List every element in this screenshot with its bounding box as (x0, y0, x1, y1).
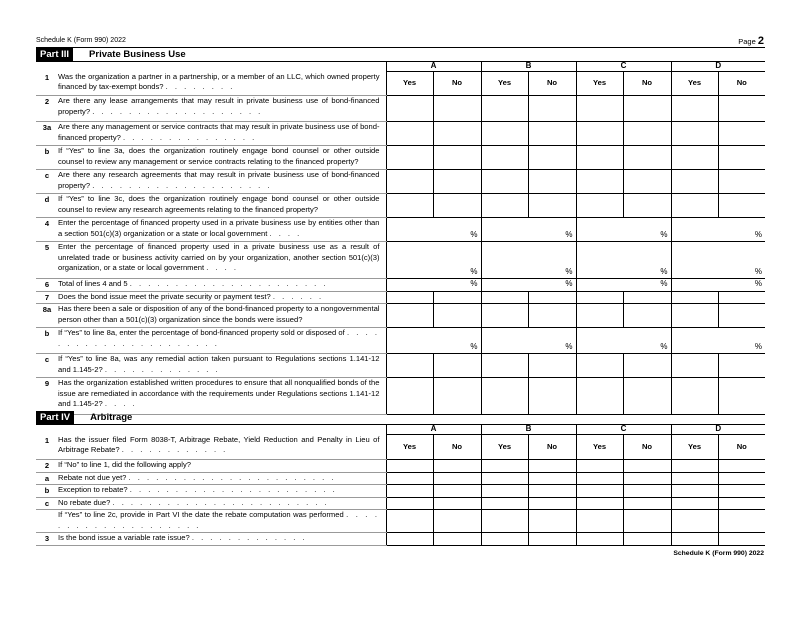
yes-box-a[interactable] (386, 291, 433, 304)
yes-box-b[interactable] (481, 378, 528, 415)
no-box-a[interactable] (433, 170, 481, 194)
part3-row-8b (36, 328, 765, 354)
no-box-b[interactable] (528, 354, 576, 378)
line-number: 7 (36, 291, 58, 304)
yes-box-d[interactable] (671, 122, 718, 146)
no-box-d[interactable] (718, 497, 765, 510)
col-c-header: C (576, 424, 671, 435)
date-field-d2[interactable] (718, 510, 765, 533)
no-box-b[interactable] (528, 96, 576, 122)
percent-sign: % (754, 341, 762, 351)
percent-field-b[interactable] (481, 218, 576, 242)
yes-box-b[interactable] (481, 497, 528, 510)
col-a-header: A (386, 61, 481, 72)
yes-box-c[interactable] (576, 96, 623, 122)
percent-field-b[interactable] (481, 279, 576, 292)
no-box-d[interactable] (718, 96, 765, 122)
yes-box-d[interactable]: Yes (671, 435, 718, 460)
percent-sign: % (565, 341, 573, 351)
part3-row-8c (36, 354, 765, 378)
yes-box-b[interactable] (481, 472, 528, 485)
no-box-b[interactable] (528, 497, 576, 510)
line-text: If “Yes” to line 2c, provide in Part VI the date the rebate computation was performed . . . . . . . . . . . . . . . . . . . . (58, 510, 386, 533)
line-number: 9 (36, 378, 58, 415)
part4-tag: Part IV (36, 411, 74, 424)
no-box-b[interactable] (528, 194, 576, 218)
line-number: b (36, 146, 58, 170)
percent-field-a[interactable] (386, 242, 481, 279)
no-box-c[interactable] (623, 472, 671, 485)
part3-table (36, 61, 765, 415)
percent-field-c[interactable] (576, 328, 671, 354)
no-box-a[interactable] (433, 485, 481, 498)
line-text: Enter the percentage of financed property used in a private business use by entities other than a section 501(c)(3) organization or a state or local government . . . . (58, 218, 386, 242)
no-box-c[interactable] (623, 460, 671, 473)
no-box-a[interactable]: No (433, 435, 481, 460)
yes-box-c[interactable] (576, 533, 623, 546)
page-number: 2 (757, 35, 764, 47)
part3-row-3b (36, 146, 765, 170)
yes-box-b[interactable] (481, 460, 528, 473)
part4-heading (36, 411, 765, 425)
line-text: Has there been a sale or disposition of any of the bond-financed property to a nongovernmental person other than a 501(c)(3) organization since the bonds were issued? (58, 304, 386, 328)
yes-box-c[interactable] (576, 497, 623, 510)
line-text: Enter the percentage of financed property used in a private business use as a result of unrelated trade or business activity carried on by your organization, another section 501(c)(3) organization, or a state or local government . . . . (58, 242, 386, 279)
date-field-a2[interactable] (433, 510, 481, 533)
percent-field-a[interactable] (386, 328, 481, 354)
no-box-a[interactable] (433, 122, 481, 146)
part4-row-2a (36, 472, 765, 485)
percent-sign: % (660, 229, 668, 239)
date-field-c2[interactable] (623, 510, 671, 533)
yes-box-a[interactable] (386, 533, 433, 546)
percent-sign: % (754, 266, 762, 276)
yes-box-a[interactable] (386, 354, 433, 378)
yes-box-d[interactable] (671, 378, 718, 415)
yes-box-a[interactable] (386, 497, 433, 510)
no-box-a[interactable] (433, 194, 481, 218)
yes-box-b[interactable] (481, 146, 528, 170)
no-box-b[interactable] (528, 533, 576, 546)
line-number: 4 (36, 218, 58, 242)
part3-row-6 (36, 279, 765, 292)
yes-box-b[interactable] (481, 354, 528, 378)
part4-row-2c (36, 497, 765, 510)
part4-row-2c-date (36, 510, 765, 533)
page-label: Page (738, 37, 756, 46)
part3-row-5 (36, 242, 765, 279)
no-box-c[interactable] (623, 378, 671, 415)
line-number: b (36, 485, 58, 498)
no-box-d[interactable] (718, 460, 765, 473)
yes-box-b[interactable] (481, 194, 528, 218)
no-box-d[interactable] (718, 146, 765, 170)
line-text: Are there any research agreements that may result in private business use of bond-financed property? . . . . . . . . . . . . . . . . . . . . (58, 170, 386, 194)
line-text: Was the organization a partner in a partnership, or a member of an LLC, which owned property financed by tax-exempt bonds? . . . . . . . . (58, 72, 386, 96)
yes-box-c[interactable] (576, 304, 623, 328)
line-number: 8a (36, 304, 58, 328)
date-field-a[interactable] (386, 510, 433, 533)
yes-box-a[interactable]: Yes (386, 435, 433, 460)
percent-field-c[interactable] (576, 242, 671, 279)
part3-title: Private Business Use (89, 49, 186, 60)
line-text: If “Yes” to line 3a, does the organization routinely engage bond counsel or other outside counsel to review any management or service contracts relating to the financed property? (58, 146, 386, 170)
yes-box-d[interactable] (671, 96, 718, 122)
yes-box-d[interactable] (671, 533, 718, 546)
part4-table (36, 424, 765, 546)
percent-sign: % (660, 266, 668, 276)
no-box-a[interactable] (433, 460, 481, 473)
no-box-d[interactable] (718, 378, 765, 415)
yes-box-c[interactable] (576, 194, 623, 218)
part4-row-2 (36, 460, 765, 473)
no-box-d[interactable] (718, 291, 765, 304)
no-box-c[interactable] (623, 485, 671, 498)
yes-box-c[interactable] (576, 146, 623, 170)
yes-box-b[interactable]: Yes (481, 72, 528, 96)
yes-box-c[interactable]: Yes (576, 72, 623, 96)
no-box-a[interactable] (433, 96, 481, 122)
line-number: 2 (36, 96, 58, 122)
percent-sign: % (754, 279, 762, 288)
yes-box-a[interactable]: Yes (386, 72, 433, 96)
percent-field-c[interactable] (576, 218, 671, 242)
yes-box-a[interactable] (386, 304, 433, 328)
yes-box-d[interactable] (671, 146, 718, 170)
no-box-c[interactable] (623, 304, 671, 328)
no-box-b[interactable] (528, 378, 576, 415)
yes-box-c[interactable] (576, 460, 623, 473)
line-number: c (36, 170, 58, 194)
no-box-a[interactable] (433, 146, 481, 170)
no-box-c[interactable] (623, 194, 671, 218)
yes-box-a[interactable] (386, 122, 433, 146)
yes-box-c[interactable] (576, 122, 623, 146)
line-number: b (36, 328, 58, 354)
yes-box-d[interactable] (671, 170, 718, 194)
date-field-d[interactable] (671, 510, 718, 533)
line-number: a (36, 472, 58, 485)
no-box-b[interactable] (528, 304, 576, 328)
yes-box-d[interactable] (671, 460, 718, 473)
yes-box-b[interactable] (481, 291, 528, 304)
no-box-a[interactable] (433, 472, 481, 485)
percent-field-b[interactable] (481, 328, 576, 354)
part4-row-3 (36, 533, 765, 546)
col-b-header: B (481, 424, 576, 435)
line-number: d (36, 194, 58, 218)
part3-row-7 (36, 291, 765, 304)
no-box-d[interactable] (718, 472, 765, 485)
no-box-a[interactable] (433, 354, 481, 378)
no-box-a[interactable] (433, 378, 481, 415)
part3-heading (36, 48, 765, 62)
yes-box-c[interactable] (576, 291, 623, 304)
line-text: Total of lines 4 and 5 . . . . . . . . . . . . . . . . . . . . . . (58, 279, 386, 292)
line-number: 1 (36, 72, 58, 96)
yes-box-c[interactable] (576, 485, 623, 498)
no-box-d[interactable]: No (718, 435, 765, 460)
percent-field-d[interactable] (671, 242, 765, 279)
line-text: Exception to rebate? . . . . . . . . . . . . . . . . . . . . . . . (58, 485, 386, 498)
line-text: Is the bond issue a variable rate issue? . . . . . . . . . . . . . (58, 533, 386, 546)
percent-field-b[interactable] (481, 242, 576, 279)
part4-title: Arbitrage (90, 412, 133, 423)
no-box-c[interactable] (623, 354, 671, 378)
percent-sign: % (565, 279, 573, 288)
percent-field-a[interactable] (386, 218, 481, 242)
line-number: 2 (36, 460, 58, 473)
date-field-c[interactable] (576, 510, 623, 533)
yes-box-a[interactable] (386, 194, 433, 218)
yes-box-a[interactable] (386, 146, 433, 170)
date-field-b[interactable] (481, 510, 528, 533)
no-box-c[interactable]: No (623, 435, 671, 460)
part3-row-3a (36, 122, 765, 146)
yes-box-b[interactable] (481, 170, 528, 194)
yes-box-a[interactable] (386, 378, 433, 415)
no-box-d[interactable] (718, 354, 765, 378)
line-number: 3 (36, 533, 58, 546)
yes-box-b[interactable] (481, 96, 528, 122)
no-box-d[interactable] (718, 122, 765, 146)
no-box-d[interactable] (718, 304, 765, 328)
line-text: No rebate due? . . . . . . . . . . . . . . . . . . . . . . . . (58, 497, 386, 510)
yes-box-a[interactable] (386, 485, 433, 498)
line-number: c (36, 497, 58, 510)
yes-box-a[interactable] (386, 96, 433, 122)
line-number: c (36, 354, 58, 378)
line-text: Are there any lease arrangements that may result in private business use of bond-financed property? . . . . . . . . . . . . . . . . . . . (58, 96, 386, 122)
line-text: Does the bond issue meet the private security or payment test? . . . . . . (58, 291, 386, 304)
percent-sign: % (754, 229, 762, 239)
percent-sign: % (565, 266, 573, 276)
percent-sign: % (565, 229, 573, 239)
yes-box-b[interactable] (481, 485, 528, 498)
no-box-a[interactable] (433, 497, 481, 510)
part3-row-2 (36, 96, 765, 122)
yes-box-b[interactable]: Yes (481, 435, 528, 460)
line-text: If “Yes” to line 8a, enter the percentage of bond-financed property sold or disposed of . . . . . . . . . . . . . . . . . . . . . . (58, 328, 386, 354)
yes-box-a[interactable] (386, 460, 433, 473)
line-text: If “No” to line 1, did the following apply? (58, 460, 386, 473)
percent-sign: % (470, 279, 478, 288)
no-box-c[interactable] (623, 291, 671, 304)
no-box-b[interactable] (528, 460, 576, 473)
part3-row-4 (36, 218, 765, 242)
col-d-header: D (671, 424, 765, 435)
percent-sign: % (470, 341, 478, 351)
line-text: Has the organization established written procedures to ensure that all nonqualified bonds of the issue are remediated in accordance with the requirements under Regulations sections 1.141-12 and 1.145-2? . . . . (58, 378, 386, 415)
no-box-d[interactable]: No (718, 72, 765, 96)
form-name-header: Schedule K (Form 990) 2022 (36, 37, 126, 44)
no-box-d[interactable] (718, 194, 765, 218)
part3-row-3d (36, 194, 765, 218)
part3-tag: Part III (36, 48, 73, 61)
no-box-b[interactable] (528, 170, 576, 194)
yes-box-b[interactable] (481, 533, 528, 546)
yes-box-a[interactable] (386, 170, 433, 194)
percent-field-d[interactable] (671, 218, 765, 242)
yes-box-c[interactable] (576, 170, 623, 194)
yes-box-c[interactable] (576, 378, 623, 415)
line-text: If “Yes” to line 8a, was any remedial action taken pursuant to Regulations sections 1.141-12 and 1.145-2? . . . . . . . . . . . . . (58, 354, 386, 378)
yes-box-d[interactable] (671, 354, 718, 378)
part3-row-8a (36, 304, 765, 328)
percent-sign: % (470, 266, 478, 276)
percent-sign: % (660, 341, 668, 351)
page-indicator (738, 35, 764, 47)
form-name-footer: Schedule K (Form 990) 2022 (673, 550, 764, 557)
percent-field-c[interactable] (576, 279, 671, 292)
line-number: 6 (36, 279, 58, 292)
yes-box-b[interactable] (481, 122, 528, 146)
no-box-d[interactable] (718, 533, 765, 546)
col-d-header: D (671, 61, 765, 72)
no-box-c[interactable] (623, 170, 671, 194)
part3-row-9 (36, 378, 765, 415)
no-box-a[interactable] (433, 304, 481, 328)
no-box-c[interactable]: No (623, 72, 671, 96)
percent-field-d[interactable] (671, 279, 765, 292)
col-c-header: C (576, 61, 671, 72)
no-box-c[interactable] (623, 146, 671, 170)
line-text: If “Yes” to line 3c, does the organization routinely engage bond counsel or other outside counsel to review any research agreements relating to the financed property? (58, 194, 386, 218)
no-box-b[interactable] (528, 485, 576, 498)
percent-sign: % (660, 279, 668, 288)
percent-sign: % (470, 229, 478, 239)
no-box-b[interactable]: No (528, 435, 576, 460)
part4-row-2b (36, 485, 765, 498)
yes-box-d[interactable] (671, 291, 718, 304)
yes-box-c[interactable] (576, 472, 623, 485)
line-text: Are there any management or service contracts that may result in private business use of bond-financed property? . . . . . . . . . . . . . . . (58, 122, 386, 146)
line-text: Has the issuer filed Form 8038-T, Arbitrage Rebate, Yield Reduction and Penalty in Lieu of Arbitrage Rebate? . . . . . . . . . . . . (58, 435, 386, 460)
yes-box-d[interactable] (671, 304, 718, 328)
line-number (36, 510, 58, 533)
yes-box-b[interactable] (481, 304, 528, 328)
no-box-b[interactable]: No (528, 72, 576, 96)
no-box-d[interactable] (718, 485, 765, 498)
no-box-c[interactable] (623, 533, 671, 546)
yes-box-d[interactable] (671, 485, 718, 498)
no-box-b[interactable] (528, 472, 576, 485)
percent-field-d[interactable] (671, 328, 765, 354)
line-number: 1 (36, 435, 58, 460)
yes-box-c[interactable]: Yes (576, 435, 623, 460)
yes-box-a[interactable] (386, 472, 433, 485)
part3-row-1 (36, 72, 765, 96)
part3-row-3c (36, 170, 765, 194)
no-box-b[interactable] (528, 146, 576, 170)
no-box-c[interactable] (623, 497, 671, 510)
yes-box-c[interactable] (576, 354, 623, 378)
no-box-a[interactable]: No (433, 72, 481, 96)
line-number: 5 (36, 242, 58, 279)
no-box-d[interactable] (718, 170, 765, 194)
no-box-a[interactable] (433, 533, 481, 546)
line-text: Rebate not due yet? . . . . . . . . . . . . . . . . . . . . . . . (58, 472, 386, 485)
no-box-c[interactable] (623, 122, 671, 146)
line-number: 3a (36, 122, 58, 146)
col-b-header: B (481, 61, 576, 72)
date-field-b2[interactable] (528, 510, 576, 533)
part4-row-1 (36, 435, 765, 460)
yes-box-d[interactable] (671, 497, 718, 510)
no-box-a[interactable] (433, 291, 481, 304)
yes-box-d[interactable] (671, 194, 718, 218)
no-box-c[interactable] (623, 96, 671, 122)
no-box-b[interactable] (528, 291, 576, 304)
no-box-b[interactable] (528, 122, 576, 146)
col-a-header: A (386, 424, 481, 435)
yes-box-d[interactable] (671, 472, 718, 485)
yes-box-d[interactable]: Yes (671, 72, 718, 96)
percent-field-a[interactable] (386, 279, 481, 292)
